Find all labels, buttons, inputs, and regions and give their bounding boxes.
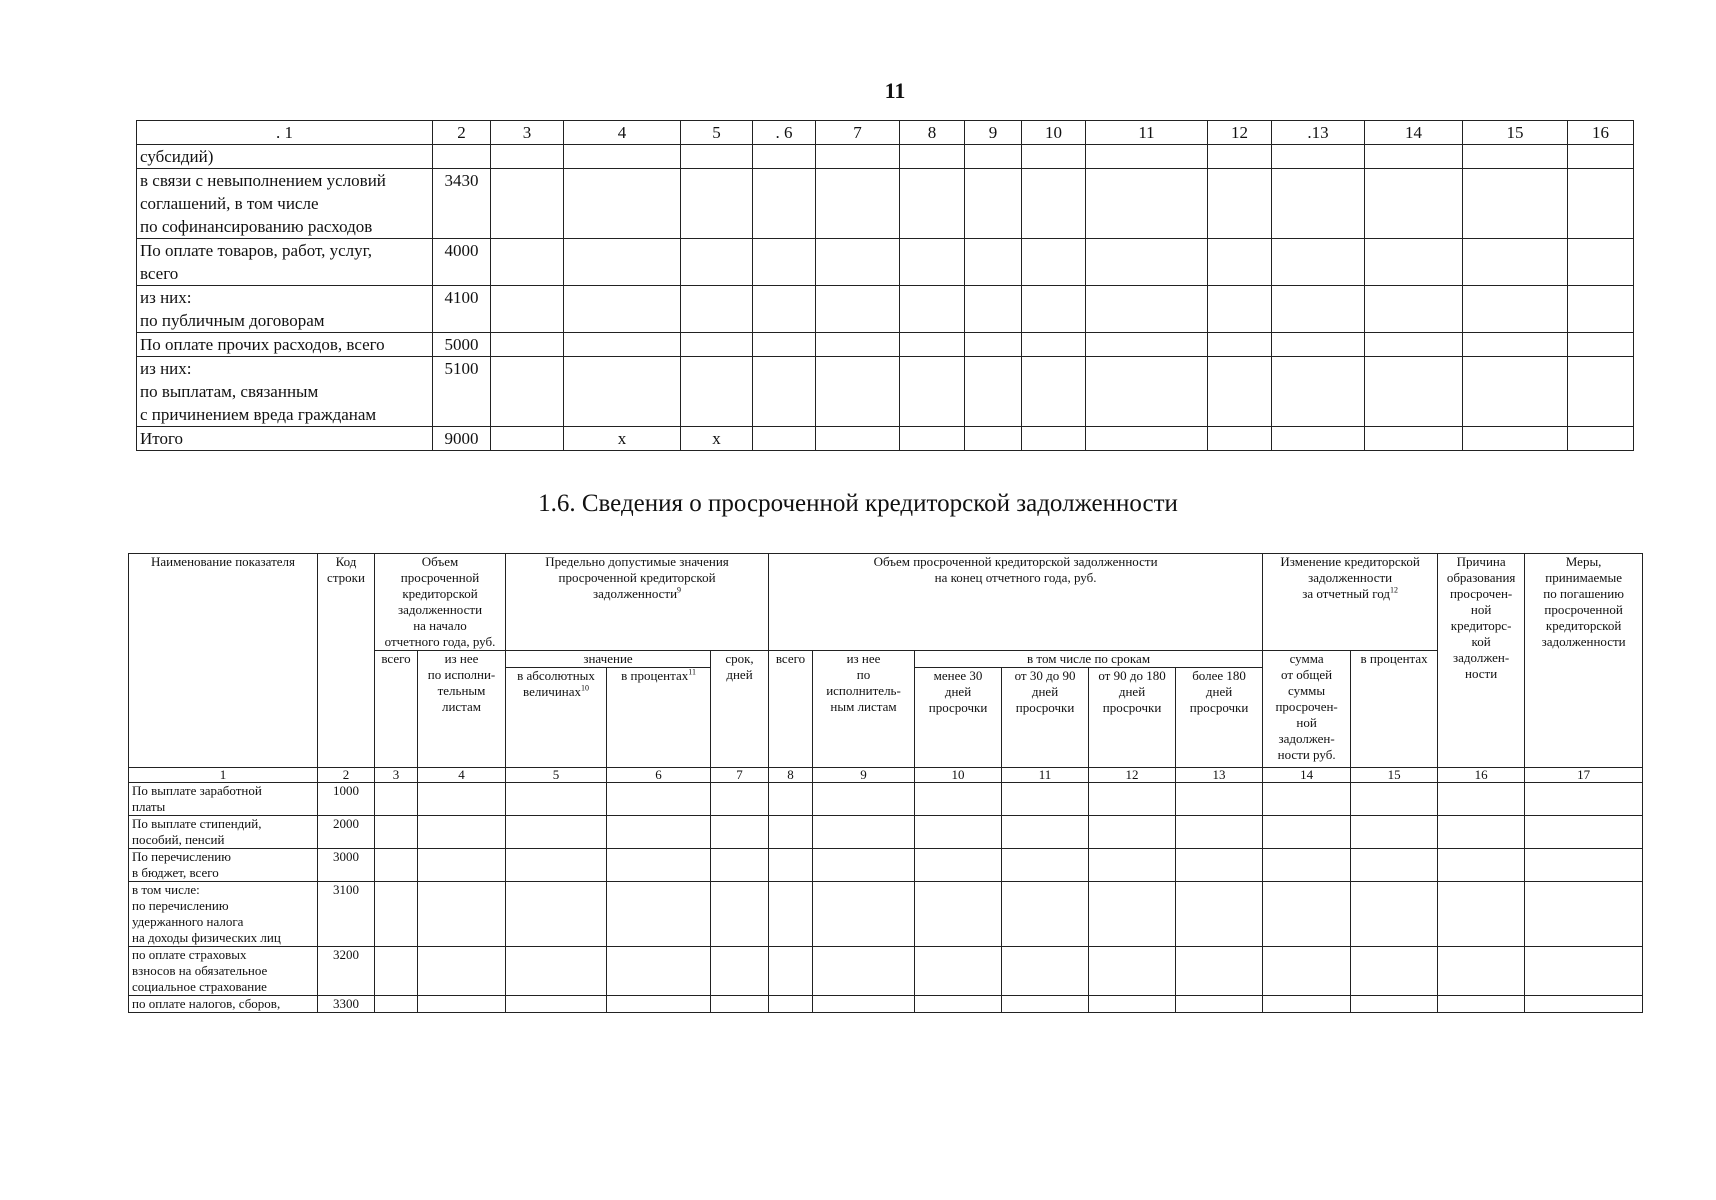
header-t3: от 90 до 180 дней просрочки bbox=[1089, 668, 1176, 768]
table-cell bbox=[1525, 947, 1643, 996]
column-number-row bbox=[137, 121, 1634, 145]
table-cell bbox=[1463, 145, 1568, 169]
header-volume-start: Объем просроченной кредиторской задолженности на начало отчетного года, руб. bbox=[375, 554, 506, 651]
table-cell bbox=[1263, 996, 1351, 1013]
table-cell bbox=[1272, 286, 1365, 333]
table-cell bbox=[1568, 239, 1634, 286]
table-cell bbox=[753, 286, 816, 333]
column-number: 13 bbox=[1176, 768, 1263, 783]
table-cell bbox=[1022, 145, 1086, 169]
table-cell bbox=[1086, 357, 1208, 427]
column-number: 10 bbox=[915, 768, 1002, 783]
table-cell bbox=[900, 286, 965, 333]
table-cell bbox=[491, 286, 564, 333]
column-number: 2 bbox=[318, 768, 375, 783]
table-cell bbox=[506, 783, 607, 816]
table-cell bbox=[1272, 333, 1365, 357]
table-cell bbox=[1365, 169, 1463, 239]
table-row bbox=[137, 357, 1634, 427]
table-cell bbox=[1438, 816, 1525, 849]
table-cell bbox=[506, 882, 607, 947]
table-cell bbox=[1089, 849, 1176, 882]
table-cell bbox=[506, 996, 607, 1013]
table-cell bbox=[1086, 239, 1208, 286]
column-number: 3 bbox=[375, 768, 418, 783]
row-code: 3200 bbox=[318, 947, 375, 996]
table-cell bbox=[1568, 427, 1634, 451]
header-volume-end: Объем просроченной кредиторской задолженности на конец отчетного года, руб. bbox=[769, 554, 1263, 651]
table-cell bbox=[375, 947, 418, 996]
column-number: 5 bbox=[681, 121, 753, 145]
table-cell bbox=[1002, 996, 1089, 1013]
table-cell bbox=[1438, 849, 1525, 882]
column-number: 10 bbox=[1022, 121, 1086, 145]
table-cell bbox=[1272, 239, 1365, 286]
table-cell bbox=[1568, 286, 1634, 333]
table-cell: x bbox=[564, 427, 681, 451]
table-cell bbox=[681, 286, 753, 333]
table-cell bbox=[1272, 169, 1365, 239]
row-code: 3100 bbox=[318, 882, 375, 947]
table-cell bbox=[769, 816, 813, 849]
table-row bbox=[137, 286, 1634, 333]
table-cell bbox=[1272, 357, 1365, 427]
column-number: 17 bbox=[1525, 768, 1643, 783]
table-row bbox=[137, 427, 1634, 451]
table-cell bbox=[1086, 427, 1208, 451]
table-cell bbox=[1463, 357, 1568, 427]
table-cell bbox=[681, 239, 753, 286]
header-limits: Предельно допустимые значения просроченной кредиторской задолженности$^9$ bbox=[506, 554, 769, 651]
table-cell bbox=[1208, 286, 1272, 333]
table-cell bbox=[816, 239, 900, 286]
row-label: По выплате заработной платы bbox=[129, 783, 318, 816]
header-reason: Причина образования просрочен- ной кредиторс- кой задолжен- ности bbox=[1438, 554, 1525, 768]
table-cell: x bbox=[681, 427, 753, 451]
column-number: 3 bbox=[491, 121, 564, 145]
row-code: 2000 bbox=[318, 816, 375, 849]
table-cell bbox=[564, 333, 681, 357]
row-code bbox=[433, 145, 491, 169]
row-label: в связи с невыполнением условий соглашений, в том числе по софинансированию расходов bbox=[137, 169, 433, 239]
column-number: 14 bbox=[1263, 768, 1351, 783]
row-code: 5000 bbox=[433, 333, 491, 357]
table-row bbox=[129, 816, 1643, 849]
table-cell bbox=[813, 882, 915, 947]
table-cell bbox=[1022, 239, 1086, 286]
table-cell bbox=[711, 849, 769, 882]
table-cell bbox=[915, 882, 1002, 947]
header-t1: менее 30 дней просрочки bbox=[915, 668, 1002, 768]
table-cell bbox=[1002, 849, 1089, 882]
row-label: По выплате стипендий, пособий, пенсий bbox=[129, 816, 318, 849]
table-cell bbox=[1365, 145, 1463, 169]
column-number: 2 bbox=[433, 121, 491, 145]
column-number: 9 bbox=[965, 121, 1022, 145]
table-cell bbox=[965, 239, 1022, 286]
row-label: По перечислению в бюджет, всего bbox=[129, 849, 318, 882]
table-cell bbox=[816, 357, 900, 427]
table-cell bbox=[915, 849, 1002, 882]
table-cell bbox=[1176, 816, 1263, 849]
row-code: 5100 bbox=[433, 357, 491, 427]
table-cell bbox=[1351, 882, 1438, 947]
header-sum: сумма от общей суммы просрочен- ной задолжен- ности руб. bbox=[1263, 651, 1351, 768]
table-cell bbox=[1002, 947, 1089, 996]
header-measures: Меры, принимаемые по погашению просроченной кредиторской задолженности bbox=[1525, 554, 1643, 768]
header-absolute: в абсолютных величинах$^{10}$ bbox=[506, 668, 607, 768]
column-number: 15 bbox=[1351, 768, 1438, 783]
table-cell bbox=[769, 849, 813, 882]
table-cell bbox=[491, 145, 564, 169]
table-cell bbox=[1463, 169, 1568, 239]
table-cell bbox=[1208, 357, 1272, 427]
table-cell bbox=[816, 333, 900, 357]
table-cell bbox=[607, 882, 711, 947]
table-row bbox=[129, 947, 1643, 996]
table-cell bbox=[1022, 427, 1086, 451]
table-cell bbox=[813, 783, 915, 816]
table-cell bbox=[607, 996, 711, 1013]
table-cell bbox=[418, 996, 506, 1013]
table-cell bbox=[1568, 169, 1634, 239]
column-number: 1 bbox=[129, 768, 318, 783]
table-cell bbox=[1089, 882, 1176, 947]
table-cell bbox=[1351, 947, 1438, 996]
table-cell bbox=[915, 816, 1002, 849]
table-cell bbox=[1022, 333, 1086, 357]
header-name: Наименование показателя bbox=[129, 554, 318, 768]
table-cell bbox=[564, 357, 681, 427]
column-number: 16 bbox=[1568, 121, 1634, 145]
table-cell bbox=[375, 849, 418, 882]
table-row bbox=[129, 849, 1643, 882]
column-number: 8 bbox=[900, 121, 965, 145]
table-cell bbox=[915, 996, 1002, 1013]
table-cell bbox=[813, 996, 915, 1013]
column-number: 6 bbox=[607, 768, 711, 783]
table-cell bbox=[711, 947, 769, 996]
table-cell bbox=[1263, 816, 1351, 849]
table-cell bbox=[1525, 996, 1643, 1013]
table-cell bbox=[1568, 357, 1634, 427]
table-cell bbox=[491, 357, 564, 427]
table-cell bbox=[753, 169, 816, 239]
column-number: 15 bbox=[1463, 121, 1568, 145]
row-code: 1000 bbox=[318, 783, 375, 816]
column-number: . 1 bbox=[137, 121, 433, 145]
table-cell bbox=[1208, 145, 1272, 169]
table-cell bbox=[1568, 145, 1634, 169]
header-total-end: всего bbox=[769, 651, 813, 768]
header-percent: в процентах$^{11}$ bbox=[607, 668, 711, 768]
table-cell bbox=[375, 882, 418, 947]
table-cell bbox=[506, 849, 607, 882]
table-cell bbox=[564, 286, 681, 333]
table-cell bbox=[607, 816, 711, 849]
table-cell bbox=[491, 333, 564, 357]
table-cell bbox=[711, 783, 769, 816]
header-code: Код строки bbox=[318, 554, 375, 768]
row-label: субсидий) bbox=[137, 145, 433, 169]
table-cell bbox=[1525, 816, 1643, 849]
column-number: 7 bbox=[816, 121, 900, 145]
table-cell bbox=[564, 239, 681, 286]
table-cell bbox=[813, 816, 915, 849]
table-cell bbox=[1525, 882, 1643, 947]
header-term: срок, дней bbox=[711, 651, 769, 768]
column-number: 12 bbox=[1089, 768, 1176, 783]
table-cell bbox=[900, 239, 965, 286]
table-cell bbox=[900, 333, 965, 357]
table-cell bbox=[915, 783, 1002, 816]
table-cell bbox=[769, 882, 813, 947]
table-cell bbox=[1022, 286, 1086, 333]
table-cell bbox=[965, 286, 1022, 333]
table-cell bbox=[418, 849, 506, 882]
row-code: 9000 bbox=[433, 427, 491, 451]
table-cell bbox=[418, 947, 506, 996]
table-cell bbox=[816, 286, 900, 333]
table-cell bbox=[607, 947, 711, 996]
row-label: по оплате налогов, сборов, bbox=[129, 996, 318, 1013]
table-cell bbox=[491, 169, 564, 239]
table-cell bbox=[1365, 427, 1463, 451]
table-cell bbox=[1272, 427, 1365, 451]
continuation-table bbox=[136, 120, 1634, 451]
table-cell bbox=[1176, 849, 1263, 882]
table-row bbox=[137, 145, 1634, 169]
row-label: по оплате страховых взносов на обязательное социальное страхование bbox=[129, 947, 318, 996]
table-cell bbox=[769, 947, 813, 996]
header-change: Изменение кредиторской задолженности за отчетный год$^{12}$ bbox=[1263, 554, 1438, 651]
table-cell bbox=[681, 145, 753, 169]
table-cell bbox=[491, 427, 564, 451]
table-cell bbox=[1272, 145, 1365, 169]
table-cell bbox=[813, 947, 915, 996]
table-cell bbox=[965, 169, 1022, 239]
page-number: 11 bbox=[884, 78, 906, 103]
row-label: По оплате товаров, работ, услуг, всего bbox=[137, 239, 433, 286]
table-row bbox=[129, 996, 1643, 1013]
table-cell bbox=[1208, 169, 1272, 239]
table-cell bbox=[1438, 996, 1525, 1013]
header-t4: более 180 дней просрочки bbox=[1176, 668, 1263, 768]
table-cell bbox=[711, 882, 769, 947]
table-cell bbox=[1568, 333, 1634, 357]
table-cell bbox=[900, 427, 965, 451]
table-cell bbox=[1365, 333, 1463, 357]
column-number: 11 bbox=[1002, 768, 1089, 783]
column-number: 12 bbox=[1208, 121, 1272, 145]
column-number: 14 bbox=[1365, 121, 1463, 145]
table-cell bbox=[1525, 849, 1643, 882]
table-cell bbox=[1208, 427, 1272, 451]
table-cell bbox=[1022, 169, 1086, 239]
column-number: .13 bbox=[1272, 121, 1365, 145]
table-cell bbox=[1002, 783, 1089, 816]
row-code: 4000 bbox=[433, 239, 491, 286]
row-code: 3430 bbox=[433, 169, 491, 239]
table-cell bbox=[1463, 286, 1568, 333]
header-writs-start: из нее по исполни- тельным листам bbox=[418, 651, 506, 768]
column-number: 4 bbox=[564, 121, 681, 145]
table-cell bbox=[1022, 357, 1086, 427]
column-number-row bbox=[129, 768, 1643, 783]
table-cell bbox=[1263, 783, 1351, 816]
table-cell bbox=[1463, 239, 1568, 286]
header-t2: от 30 до 90 дней просрочки bbox=[1002, 668, 1089, 768]
table-cell bbox=[1351, 783, 1438, 816]
row-label: из них: по публичным договорам bbox=[137, 286, 433, 333]
column-number: 11 bbox=[1086, 121, 1208, 145]
table-cell bbox=[1089, 947, 1176, 996]
table-cell bbox=[1463, 333, 1568, 357]
table-cell bbox=[753, 357, 816, 427]
table-cell bbox=[607, 783, 711, 816]
row-code: 3000 bbox=[318, 849, 375, 882]
table-cell bbox=[1086, 333, 1208, 357]
table-cell bbox=[915, 947, 1002, 996]
table-cell bbox=[506, 816, 607, 849]
table-cell bbox=[1176, 882, 1263, 947]
table-cell bbox=[418, 882, 506, 947]
table-cell bbox=[1263, 947, 1351, 996]
table-cell bbox=[1176, 996, 1263, 1013]
header-by-terms: в том числе по срокам bbox=[915, 651, 1263, 668]
table-cell bbox=[1086, 145, 1208, 169]
table-cell bbox=[900, 169, 965, 239]
table-cell bbox=[1438, 947, 1525, 996]
table-cell bbox=[965, 333, 1022, 357]
table-cell bbox=[1438, 783, 1525, 816]
table-cell bbox=[418, 783, 506, 816]
table-cell bbox=[1365, 286, 1463, 333]
row-label: из них: по выплатам, связанным с причинением вреда гражданам bbox=[137, 357, 433, 427]
section-title: 1.6. Сведения о просроченной кредиторской задолженности bbox=[538, 490, 1178, 517]
column-number: 8 bbox=[769, 768, 813, 783]
column-number: . 6 bbox=[753, 121, 816, 145]
header-total-start: всего bbox=[375, 651, 418, 768]
table-cell bbox=[1002, 816, 1089, 849]
table-cell bbox=[711, 816, 769, 849]
row-label: в том числе: по перечислению удержанного налога на доходы физических лиц bbox=[129, 882, 318, 947]
table-cell bbox=[965, 357, 1022, 427]
column-number: 9 bbox=[813, 768, 915, 783]
table-cell bbox=[491, 239, 564, 286]
header-row-1 bbox=[129, 554, 1643, 651]
table-row bbox=[137, 239, 1634, 286]
overdue-payables-table bbox=[128, 553, 1643, 1013]
table-cell bbox=[1263, 882, 1351, 947]
table-cell bbox=[753, 239, 816, 286]
table-cell bbox=[1089, 816, 1176, 849]
table-cell bbox=[681, 357, 753, 427]
table-cell bbox=[1263, 849, 1351, 882]
table-cell bbox=[900, 357, 965, 427]
table-cell bbox=[1176, 783, 1263, 816]
table-cell bbox=[813, 849, 915, 882]
table-cell bbox=[816, 169, 900, 239]
table-cell bbox=[1351, 816, 1438, 849]
table-cell bbox=[753, 333, 816, 357]
table-cell bbox=[564, 169, 681, 239]
table-cell bbox=[711, 996, 769, 1013]
table-cell bbox=[1351, 996, 1438, 1013]
table-row bbox=[129, 783, 1643, 816]
table-row bbox=[129, 882, 1643, 947]
table-cell bbox=[1365, 239, 1463, 286]
table-cell bbox=[375, 783, 418, 816]
column-number: 4 bbox=[418, 768, 506, 783]
table-cell bbox=[816, 145, 900, 169]
table-row bbox=[137, 333, 1634, 357]
table-cell bbox=[1351, 849, 1438, 882]
header-writs-end: из нее по исполнитель- ным листам bbox=[813, 651, 915, 768]
table-cell bbox=[1365, 357, 1463, 427]
table-cell bbox=[1525, 783, 1643, 816]
table-cell bbox=[1176, 947, 1263, 996]
row-label: По оплате прочих расходов, всего bbox=[137, 333, 433, 357]
table-cell bbox=[418, 816, 506, 849]
table-cell bbox=[375, 996, 418, 1013]
table-cell bbox=[1086, 169, 1208, 239]
table-cell bbox=[1089, 996, 1176, 1013]
table-cell bbox=[965, 145, 1022, 169]
row-code: 3300 bbox=[318, 996, 375, 1013]
table-cell bbox=[506, 947, 607, 996]
row-label: Итого bbox=[137, 427, 433, 451]
table-cell bbox=[1002, 882, 1089, 947]
table-cell bbox=[1086, 286, 1208, 333]
table-cell bbox=[965, 427, 1022, 451]
header-value: значение bbox=[506, 651, 711, 668]
table-cell bbox=[769, 996, 813, 1013]
table-cell bbox=[1438, 882, 1525, 947]
table-cell bbox=[607, 849, 711, 882]
column-number: 7 bbox=[711, 768, 769, 783]
column-number: 5 bbox=[506, 768, 607, 783]
table-cell bbox=[375, 816, 418, 849]
table-cell bbox=[753, 145, 816, 169]
table-row bbox=[137, 169, 1634, 239]
table-cell bbox=[900, 145, 965, 169]
table-cell bbox=[564, 145, 681, 169]
table-cell bbox=[1208, 239, 1272, 286]
table-cell bbox=[1463, 427, 1568, 451]
table-cell bbox=[816, 427, 900, 451]
table-cell bbox=[753, 427, 816, 451]
table-cell bbox=[681, 169, 753, 239]
row-code: 4100 bbox=[433, 286, 491, 333]
table-cell bbox=[769, 783, 813, 816]
table-cell bbox=[1208, 333, 1272, 357]
table-cell bbox=[681, 333, 753, 357]
table-cell bbox=[1089, 783, 1176, 816]
column-number: 16 bbox=[1438, 768, 1525, 783]
header-percent2: в процентах bbox=[1351, 651, 1438, 768]
